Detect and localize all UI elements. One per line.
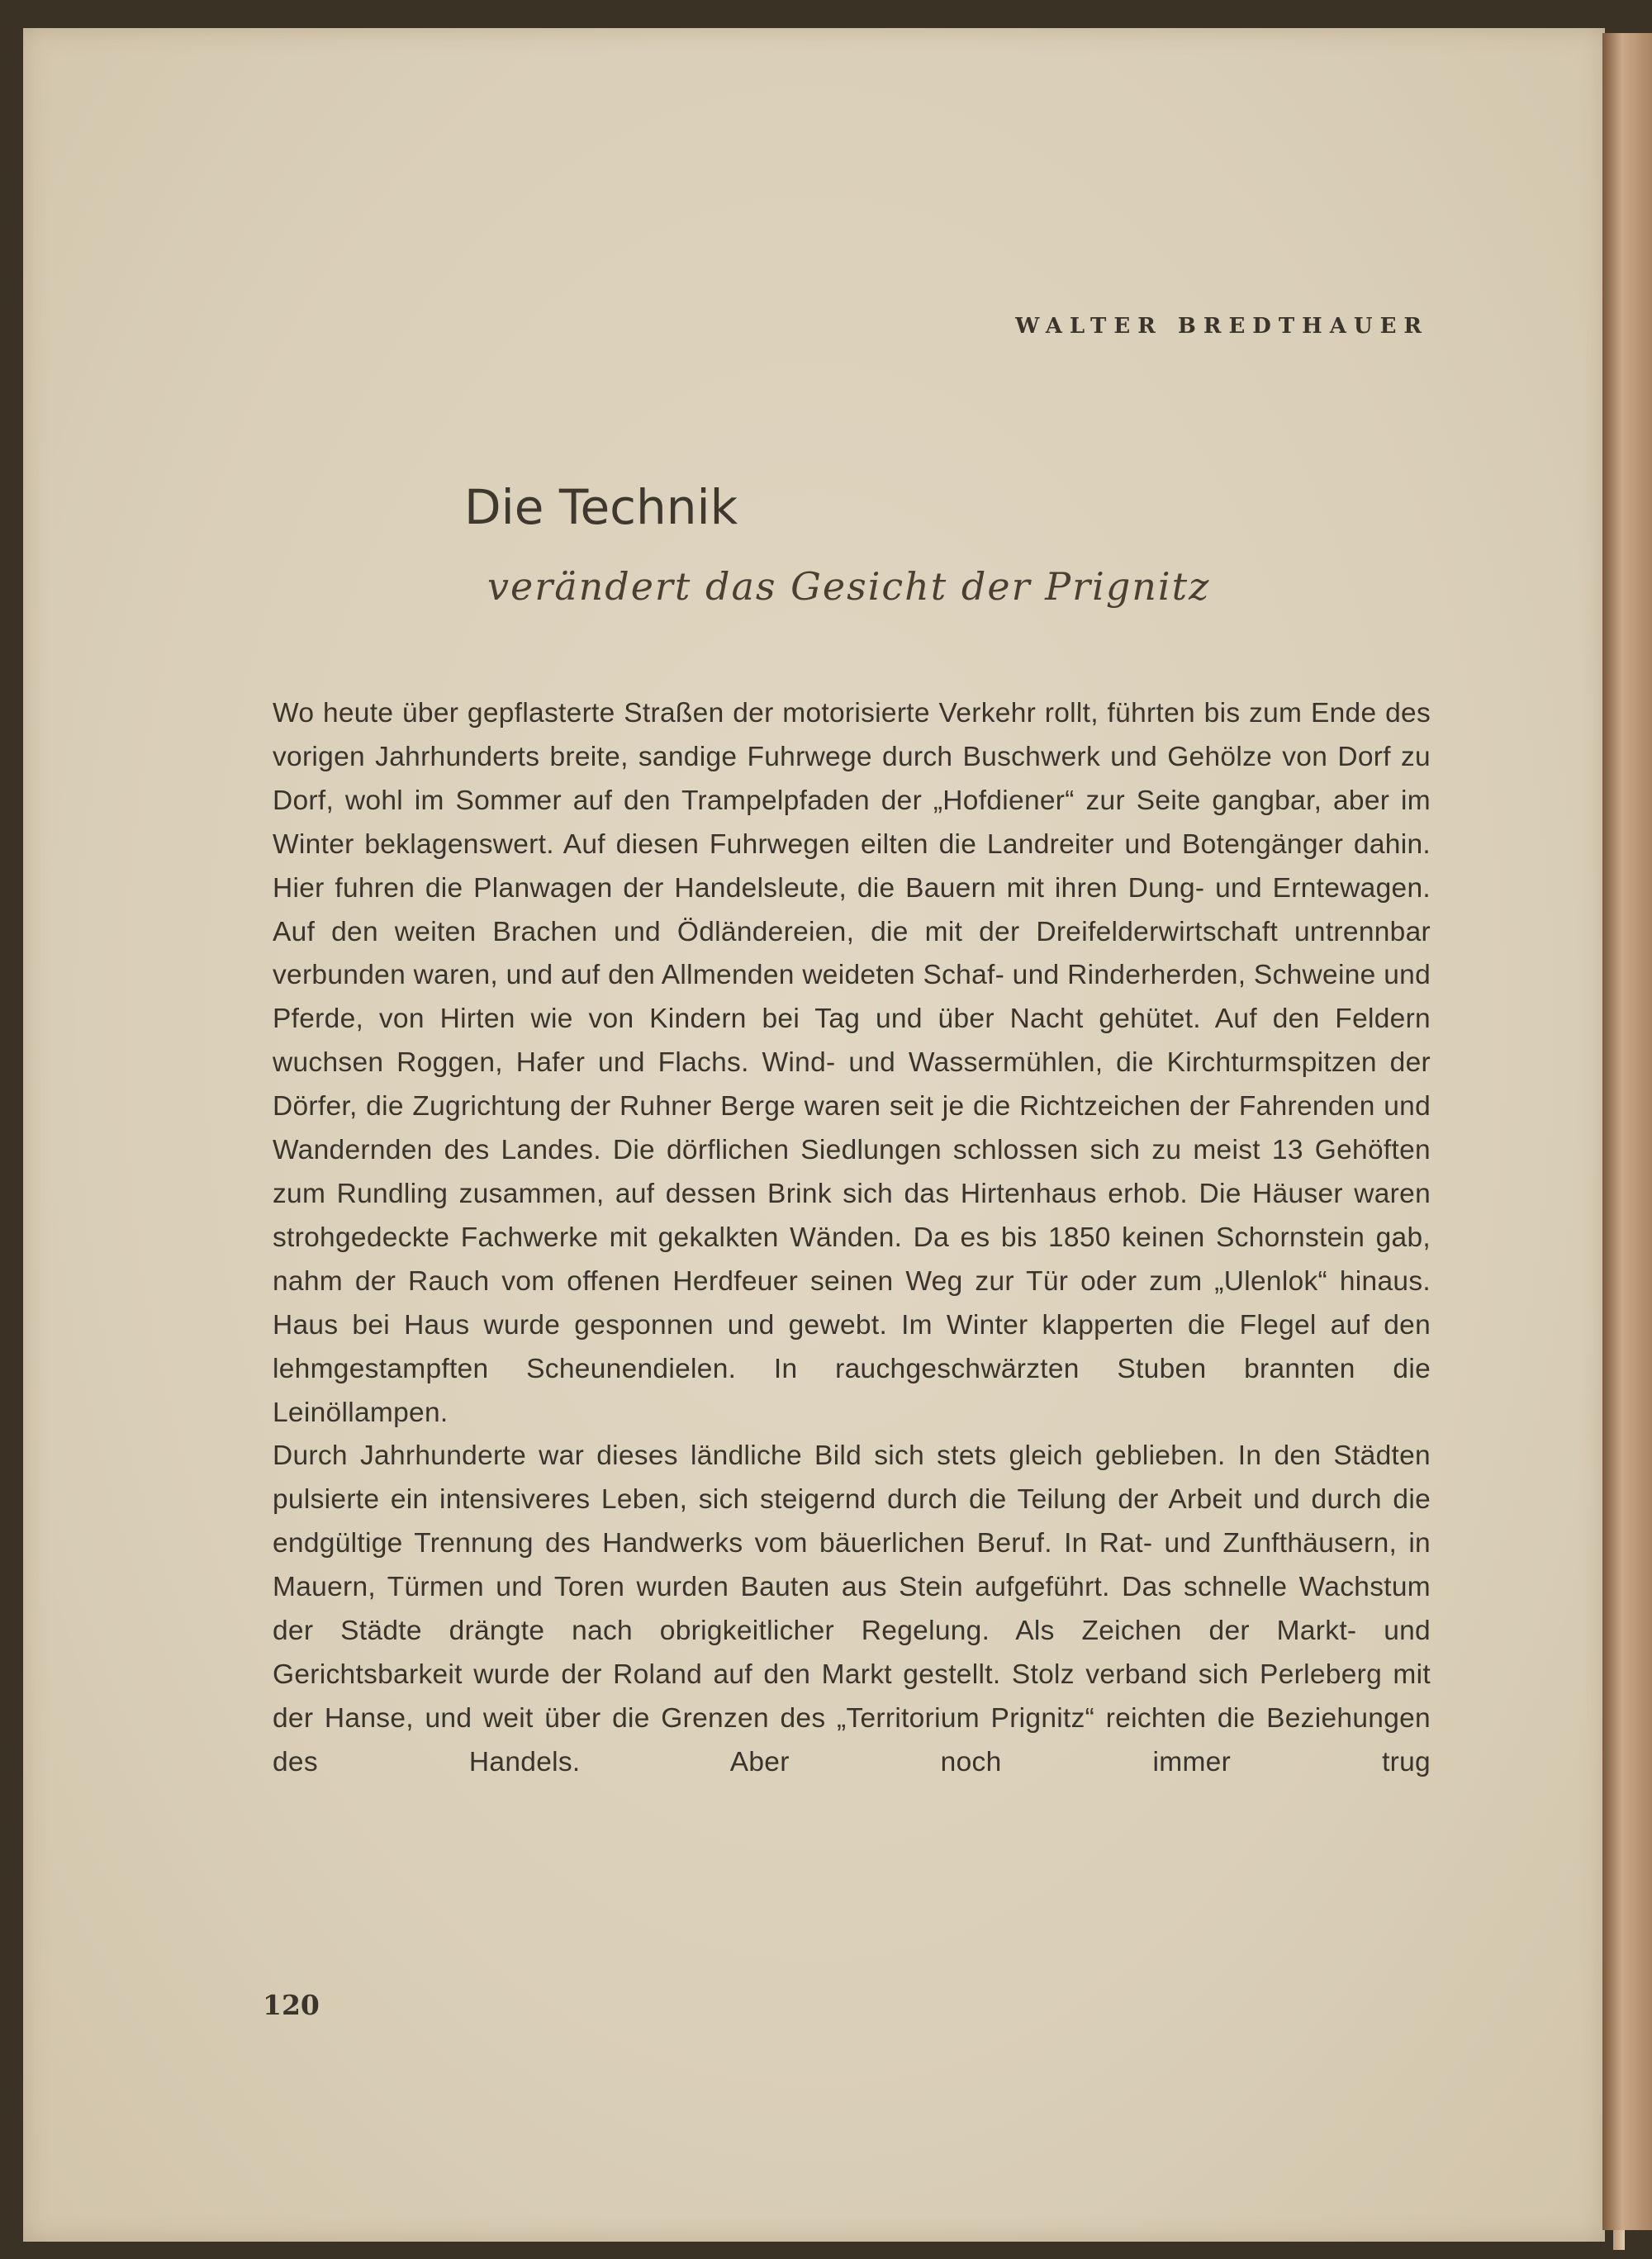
paragraph-1: Wo heute über gepflasterte Straßen der motorisierte Verkehr rollt, führten bis zum Ende des vorigen Jahrhunderts breite, sandige Fuhrwege durch Buschwerk und Gehölze von Dorf zu Dorf, wohl im Sommer auf den Trampelpfaden der „Hofdiener“ zur Seite gangbar, aber im Winter beklagenswert. Auf diesen Fuhrwegen eilten die Landreiter und Botengänger dahin. Hier fuhren die Planwagen der Handelsleute, die Bauern mit ihren Dung- und Erntewagen. Auf den weiten Brachen und Ödländereien, die mit der Dreifelderwirtschaft untrennbar verbunden waren, und auf den Allmenden weideten Schaf- und Rinderherden, Schweine und Pferde, von Hirten wie von Kindern bei Tag und über Nacht gehütet. Auf den Feldern wuchsen Roggen, Hafer und Flachs. Wind- und Wassermühlen, die Kirchturmspitzen der Dörfer, die Zugrichtung der Ruhner Berge waren seit je die Richtzeichen der Fahrenden und Wandernden des Landes. Die dörflichen Siedlungen schlossen sich zu meist 13 Gehöften zum Rundling zusammen, auf dessen Brink sich das Hirtenhaus erhob. Die Häuser waren strohgedeckte Fachwerke mit gekalkten Wänden. Da es bis 1850 keinen Schornstein gab, nahm der Rauch vom offenen Herdfeuer seinen Weg zur Tür oder zum „Ulenlok“ hinaus. Haus bei Haus wurde gesponnen und gewebt. Im Winter klapperten die Flegel auf den lehmgestampften Scheunendielen. In rauchgeschwärzten Stuben brannten die Leinöllampen. <box>273 698 1431 1428</box>
article-title: Die Technik <box>464 479 738 535</box>
article-body <box>273 692 1431 1785</box>
page-number: 120 <box>263 1989 320 2021</box>
author-name: WALTER BREDTHAUER <box>1015 314 1429 339</box>
paragraph-2: Durch Jahrhunderte war dieses ländliche Bild sich stets gleich geblieben. In den Städten pulsierte ein intensiveres Leben, sich steigernd durch die Teilung der Arbeit und durch die endgültige Trennung des Handwerks vom bäuerlichen Beruf. In Rat- und Zunfthäusern, in Mauern, Türmen und Toren wurden Bauten aus Stein aufgeführt. Das schnelle Wachstum der Städte drängte nach obrigkeitlicher Regelung. Als Zeichen der Markt- und Gerichtsbarkeit wurde der Roland auf den Markt gestellt. Stolz verband sich Perleberg mit der Hanse, und weit über die Grenzen des „Territorium Prignitz“ reichten die Beziehungen des Handels. Aber noch immer trug <box>273 1440 1431 1777</box>
article-subtitle: verändert das Gesicht der Prignitz <box>487 564 1211 609</box>
book-spine <box>1602 33 1652 2230</box>
